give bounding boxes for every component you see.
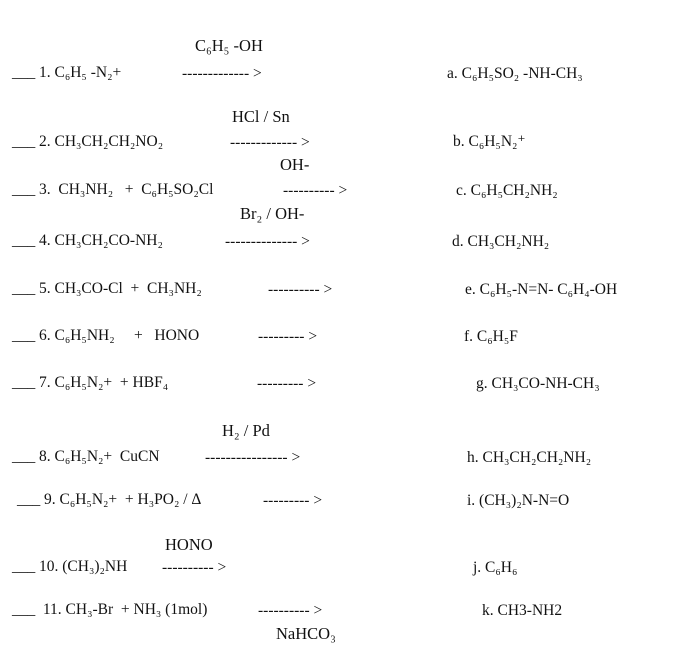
reaction-condition: Br₂ / OH-: [240, 204, 305, 223]
answer-blank[interactable]: ___: [17, 491, 41, 508]
answer-blank[interactable]: ___: [12, 280, 36, 297]
reaction-text: 6. C₆H₅NH₂ + HONO: [39, 327, 200, 344]
reaction-arrow: ---------------- >: [205, 449, 301, 466]
reaction-text: 8. C₆H₅N₂+ CuCN: [39, 448, 160, 465]
reaction-text: 7. C₆H₅N₂+ + HBF₄: [39, 374, 169, 391]
choice-b: b. C₆H₅N₂⁺: [453, 133, 526, 150]
choice-i: i. (CH₃)₂N-N=O: [467, 492, 570, 509]
choice-h: h. CH₃CH₂CH₂NH₂: [467, 449, 592, 466]
answer-blank[interactable]: ___: [12, 601, 36, 618]
reaction-text: 3. CH₃NH₂ + C₆H₅SO₂Cl: [39, 181, 214, 198]
reaction-arrow: ---------- >: [162, 559, 227, 576]
reaction-text: 5. CH₃CO-Cl + CH₃NH₂: [39, 280, 202, 297]
answer-blank[interactable]: ___: [12, 133, 36, 150]
reaction-condition: HCl / Sn: [232, 107, 290, 126]
choice-a: a. C₆H₅SO₂ -NH-CH₃: [447, 65, 583, 82]
choice-k: k. CH3-NH2: [482, 602, 563, 619]
reaction-text: 9. C₆H₅N₂+ + H₃PO₂ / Δ: [44, 491, 202, 508]
reaction-arrow: -------------- >: [225, 233, 310, 250]
reaction-condition: H₂ / Pd: [222, 421, 270, 440]
reaction-text: 1. C₆H₅ -N₂+: [39, 64, 122, 81]
reaction-condition: C₆H₅ -OH: [195, 36, 263, 55]
reaction-arrow: ------------- >: [182, 65, 262, 82]
reaction-condition: HONO: [165, 535, 213, 554]
choice-f: f. C₆H₅F: [464, 328, 518, 345]
reaction-arrow: --------- >: [258, 328, 318, 345]
reaction-text: 11. CH₃-Br + NH₃ (1mol): [39, 601, 208, 618]
answer-blank[interactable]: ___: [12, 558, 36, 575]
answer-blank[interactable]: ___: [12, 181, 36, 198]
answer-blank[interactable]: ___: [12, 232, 36, 249]
reaction-text: 2. CH₃CH₂CH₂NO₂: [39, 133, 164, 150]
answer-blank[interactable]: ___: [12, 64, 36, 81]
reaction-arrow: ---------- >: [258, 602, 323, 619]
reaction-arrow: ------------- >: [230, 134, 310, 151]
choice-d: d. CH₃CH₂NH₂: [452, 233, 550, 250]
reaction-arrow: ---------- >: [268, 281, 333, 298]
reaction-text: 4. CH₃CH₂CO-NH₂: [39, 232, 163, 249]
reaction-condition: OH-: [280, 155, 310, 174]
answer-blank[interactable]: ___: [12, 374, 36, 391]
reaction-text: 10. (CH₃)₂NH: [39, 558, 128, 575]
choice-e: e. C₆H₅-N=N- C₆H₄-OH: [465, 281, 618, 298]
answer-blank[interactable]: ___: [12, 448, 36, 465]
answer-blank[interactable]: ___: [12, 327, 36, 344]
choice-j: j. C₆H₆: [473, 559, 518, 576]
reaction-arrow: --------- >: [257, 375, 317, 392]
choice-c: c. C₆H₅CH₂NH₂: [456, 182, 558, 199]
reaction-arrow: ---------- >: [283, 182, 348, 199]
reaction-condition: NaHCO₃: [276, 624, 336, 643]
choice-g: g. CH₃CO-NH-CH₃: [476, 375, 600, 392]
reaction-arrow: --------- >: [263, 492, 323, 509]
